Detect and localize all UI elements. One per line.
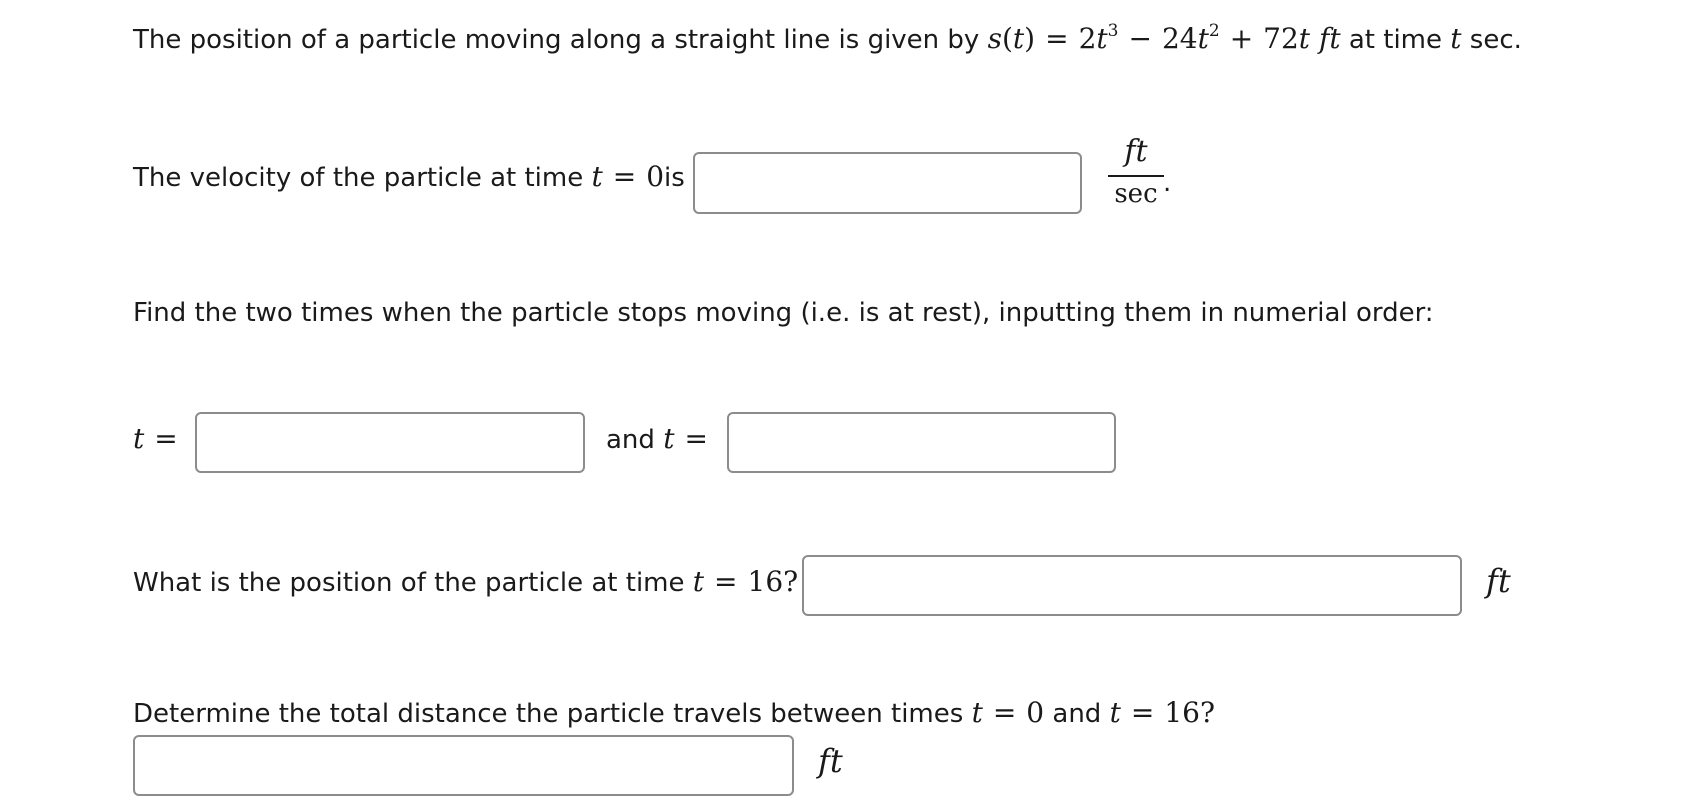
velocity-unit-denominator: sec [1114, 179, 1158, 209]
position-answer-input[interactable] [802, 555, 1462, 616]
distance-and-text: and [1052, 699, 1102, 729]
rest-time1-input[interactable] [195, 412, 585, 473]
rest-time2-label: and t = [606, 422, 708, 455]
velocity-period: . [1163, 168, 1172, 198]
velocity-unit-fraction [1104, 134, 1168, 211]
problem-statement [133, 22, 1522, 55]
problem-intro-text: The position of a particle moving along a straight line is given by [133, 25, 980, 55]
velocity-prefix-text: The velocity of the particle at time [133, 163, 584, 193]
position-question [133, 565, 798, 598]
position-unit: ft [1486, 562, 1511, 600]
time-variable: t [1450, 22, 1462, 55]
distance-end-expr: t = 16? [1109, 696, 1215, 729]
distance-unit: ft [818, 742, 843, 780]
distance-prefix-text: Determine the total distance the particle travels between times [133, 699, 964, 729]
velocity-suffix-text: is [664, 163, 685, 193]
velocity-time-expr: t = 0 [591, 160, 665, 193]
time-unit-text: sec. [1469, 25, 1522, 55]
distance-question [133, 696, 1215, 729]
time-suffix-text: at time [1348, 25, 1442, 55]
rest-time1-label: t = [133, 422, 178, 455]
distance-start-expr: t = 0 [971, 696, 1045, 729]
velocity-question [133, 160, 685, 193]
position-time-expr: t = 16? [692, 565, 799, 598]
rest-time2-input[interactable] [727, 412, 1116, 473]
velocity-answer-input[interactable] [693, 152, 1082, 214]
position-unit: ft [1318, 22, 1341, 55]
position-function: $s(t) = 2t^3 - 24t^2 + 72t$ ft [987, 21, 1341, 55]
rest-instruction: Find the two times when the particle stops moving (i.e. is at rest), inputting them in numerial order: [133, 298, 1434, 328]
position-prefix-text: What is the position of the particle at time [133, 568, 685, 598]
velocity-unit-numerator: ft [1124, 134, 1148, 169]
and-text: and [606, 425, 655, 455]
distance-answer-input[interactable] [133, 735, 794, 796]
